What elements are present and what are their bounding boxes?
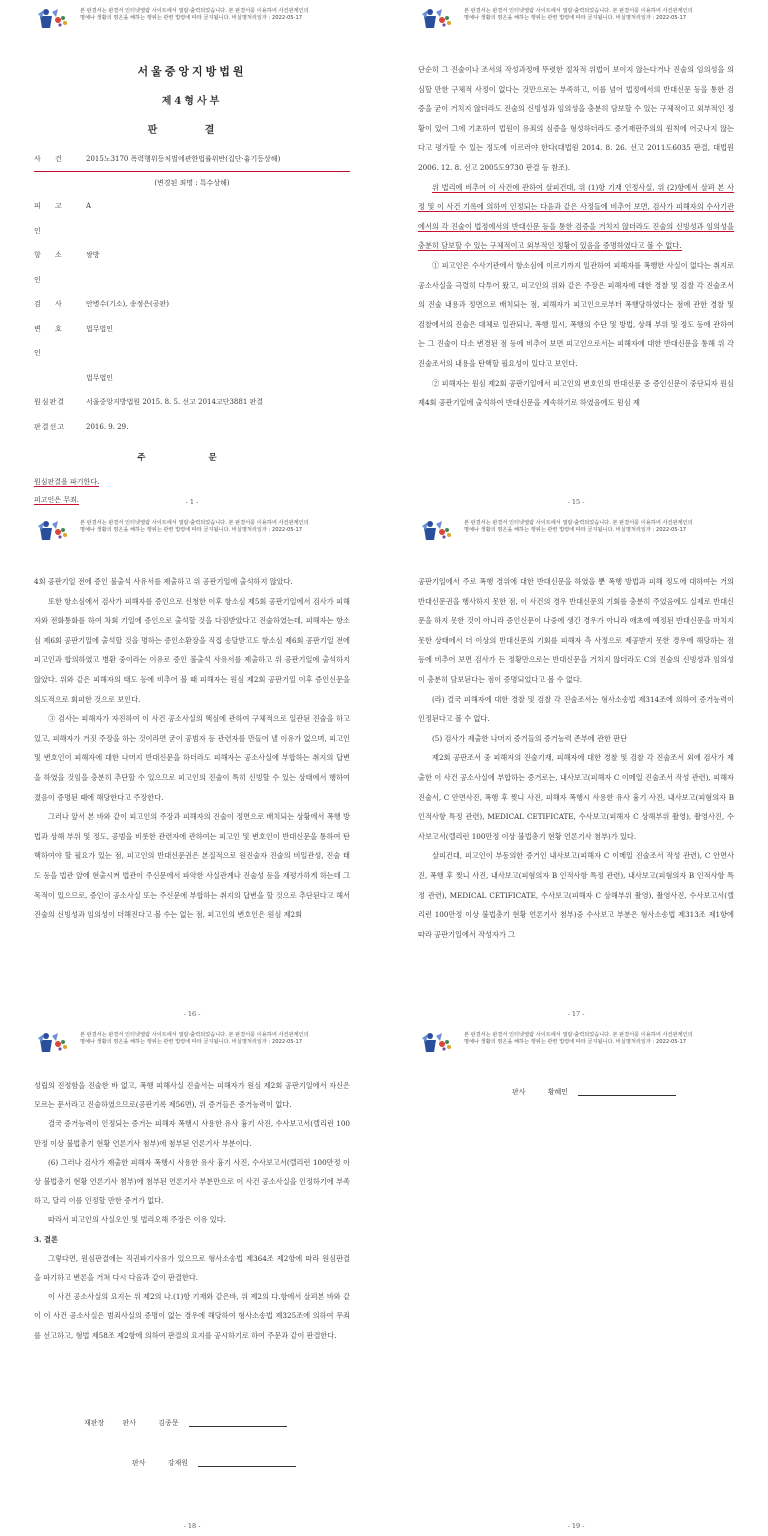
page-number: - 19 - xyxy=(567,1522,585,1530)
page-number: - 1 - xyxy=(185,498,199,506)
page-body xyxy=(34,62,350,564)
prosecutor-row: 검 사 안병수(기소), 송정은(공판) xyxy=(34,300,169,309)
case-row: 사 건 2015노3170 폭력행위등처벌에관한법률위반(집단·흉기등상해) xyxy=(34,147,350,173)
paragraph: 이 사건 공소사실의 요지는 위 제2의 나.(1)항 기재와 같은바, 위 제2의 다.항에서 살펴본 바와 같이 이 사건 공소사실은 범죄사실의 증명이 없는 경우에 해당하여 형사소송법 제325조에 의하여 무죄를 선고하고, 형법 제58조 제2항에 의하여 판결의 요지를 공시하기로 하여 주문과 같이 판결한다. xyxy=(34,1292,350,1340)
paragraph: 살피건대, 피고인이 부동의한 증거인 내사보고(피해자 C 이메일 진술조서 작성 관련), C 안면사진, 폭행 후 찢니 사진, 내사보고(피혐의자 B 인적사항 특정 관련), 내사보고(피혐의자 B 인적사항 특정 관련), MEDICAL CETIFICATE, 수사보고(피해자 C 상해부위 촬영), 촬영사진, 수사보고서(렐리런 100만정 이상 불법총기 현황 언론기사 첨부)중 수사보고 부분은 형사소송법 제313조 제1항에 따라 공판기일에서 작성자가 그 xyxy=(418,851,734,939)
page-15 xyxy=(384,0,768,512)
defendant-row: 피 고 인 A xyxy=(34,202,92,235)
appellant-row: 항 소 인 쌍방 xyxy=(34,251,100,284)
court-logo-icon xyxy=(420,1030,454,1054)
page-body xyxy=(418,60,734,413)
order-line-1: 원심판결을 파기한다. xyxy=(34,477,100,486)
paragraph: 그러나 앞서 본 바와 같이 피고인의 주장과 피해자의 진술이 정면으로 배치되는 상황에서 폭행 방법과 상해 부위 및 정도, 공범을 비롯한 관련자에 관하여는 피고인 및 변호인이 반대신문을 통하여 탄핵하여야 할 필요가 있는 점, 피고인의 반대신문권은 본질적으로 원진술자 진술의 비일관성, 진술 태도 등을 법관 앞에 현출시켜 법관이 주신문에서 파악한 사실관계나 진술성 등을 재평가하게 하는데 그 목적이 있으므로, 증인이 공소사실 또는 주신문에 부합하는 취지의 답변을 할 것으로 추단된다고 해서 진술의 신빙성과 임의성이 더해진다고 볼 수는 없는 점, 피고인의 변호인은 원심 제2회 xyxy=(34,812,350,920)
changed-charge: (변경된 죄명 : 특수상해) xyxy=(154,179,230,188)
page-17 xyxy=(384,512,768,1024)
signature-judge: 판사 황혜민 xyxy=(512,1087,676,1097)
header-notice: 본 판결서는 판결서 인터넷열람 사이트에서 열람·출력되었습니다. 본 판결서를 이용하여 사건관계인의 명예나 생활의 평온을 해하는 행위는 관련 법령에 따라 금지됩니다. 비실명처리일자 : 2022-05-17 xyxy=(80,1032,309,1045)
page-header xyxy=(36,518,366,542)
header-notice: 본 판결서는 판결서 인터넷열람 사이트에서 열람·출력되었습니다. 본 판결서를 이용하여 사건관계인의 명예나 생활의 평온을 해하는 행위는 관련 법령에 따라 금지됩니다. 비실명처리일자 : 2022-05-17 xyxy=(80,8,309,21)
signature-judge: 판사 강재원 xyxy=(132,1458,296,1468)
paragraph: 제2회 공판조서 중 피해자의 진술기재, 피해자에 대한 경찰 및 검찰 각 진술조서 외에 검사가 제출한 이 사건 공소사실에 부합하는 증거로는, 내사보고(피해자 C 이메일 진술조서 작성 관련), 피해자 진술서, C 안면사진, 폭행 후 찢니 사진, 피해자 폭행시 사용한 유사 흉기 사진, 내사보고(피혐의자 B 인적사항 특정 관련), MEDICAL CETIFICATE, 수사보고(피해자 C 상해부위 촬영), 촬영사진, 수사보고서(렐리런 100만정 이상 불법총기 현황 언론기사 첨부)가 있다. xyxy=(418,753,734,841)
paragraph: 또한 항소심에서 검사가 피해자를 증인으로 신청한 이후 항소심 제5회 공판기일에서 검사가 피해자와 전화통화를 하여 차회 기일에 증인으로 출석할 것을 다짐받았다고 진술하였는데, 피해자는 항소심 제6회 공판기일에 출석할 것을 명하는 증인소환장을 직접 송달받고도 항소심 제6회 공판기일 전에 피고인과 합의하였고 병환 중이라는 이유로 증인 불출석 사유서를 제출하고 위 공판기일에 출석하지 않았다. 위와 같은 피해자의 태도 등에 비추어 볼 때 피해자는 원심 제2회 공판기일 이후 증인신문을 의도적으로 회피한 것으로 보인다. xyxy=(34,596,350,704)
court-logo-icon xyxy=(36,6,70,30)
court-logo-icon xyxy=(36,1030,70,1054)
paragraph: 성립의 진정함을 진술한 바 없고, 폭행 피해사실 진술서는 피해자가 원심 제2회 공판기일에서 자신은 모르는 문서라고 진술하였으므로(공판기록 제56면), 위 증거들은 증거능력이 없다. xyxy=(34,1081,350,1110)
court-logo-icon xyxy=(420,6,454,30)
page-header xyxy=(420,518,750,542)
page-number: - 17 - xyxy=(567,1010,585,1018)
header-notice: 본 판결서는 판결서 인터넷열람 사이트에서 열람·출력되었습니다. 본 판결서를 이용하여 사건관계인의 명예나 생활의 평온을 해하는 행위는 관련 법령에 따라 금지됩니다. 비실명처리일자 : 2022-05-17 xyxy=(464,8,693,21)
page-number: - 18 - xyxy=(183,1522,201,1530)
paragraph: ③ 검사는 피해자가 자진하여 이 사건 공소사실의 핵심에 관하여 구체적으로 일관된 진술을 하고 있고, 피해자가 거짓 주장을 하는 것이라면 굳이 공범자 등 관련자를 만들어 낼 이유가 없으며, 피고인 및 변호인이 피해자에 대한 나머지 반대신문을 하더라도 피해자는 공소사실에 부합하는 취지의 답변을 하였을 것임을 충분히 추단할 수 있으므로 피고인의 진술이 특히 신빙할 수 있는 상태에서 행하여졌음이 증명된 때에 해당한다고 주장한다. xyxy=(34,714,350,802)
court-department: 제4형사부 xyxy=(161,95,223,107)
document-title: 판 결 xyxy=(147,125,237,137)
header-notice: 본 판결서는 판결서 인터넷열람 사이트에서 열람·출력되었습니다. 본 판결서를 이용하여 사건관계인의 명예나 생활의 평온을 해하는 행위는 관련 법령에 따라 금지됩니다. 비실명처리일자 : 2022-05-17 xyxy=(464,1032,693,1045)
case-info xyxy=(34,147,350,440)
paragraph: ① 피고인은 수사기관에서 항소심에 이르기까지 일관하여 피해자를 폭행한 사실이 없다는 취지로 공소사실을 극렬히 다투어 왔고, 피고인의 위와 같은 주장은 피해자에 대한 경찰 및 검찰 각 진술조서의 진술 내용과 정면으로 배치되는 점, 피해자가 피고인으로부터 폭행당하였다는 점에 관한 경찰 및 검찰에서의 진술은 대체로 일관되나, 폭행 일시, 폭행의 수단 및 방법, 상해 부위 및 정도 등에 관하여는 그 진술이 다소 변경된 점 등에 비추어 보면 피고인으로서는 피해자에 대한 반대신문을 통해 위 각 진술조서의 내용을 탄핵할 필요성이 있다고 보인다. xyxy=(418,260,734,368)
conclusion-heading: 3. 결론 xyxy=(34,1234,58,1244)
page-body xyxy=(34,572,350,925)
page-header xyxy=(36,6,366,30)
paragraph: ② 피해자는 원심 제2회 공판기일에서 피고인의 변호인의 반대신문 중 증인신문이 중단되자 원심 제4회 공판기일에 출석하여 반대신문을 계속하기로 하였음에도 원심 제 xyxy=(418,378,734,408)
signature-presiding-judge: 재판장 판사 김종문 xyxy=(84,1418,287,1428)
counsel-row-2: 법무법인 xyxy=(86,373,114,382)
signature-line xyxy=(578,1088,676,1096)
paragraph: 따라서 피고인의 사실오인 및 법리오해 주장은 이유 있다. xyxy=(48,1215,226,1225)
page-header xyxy=(36,1030,366,1054)
order-line-2: 피고인은 무죄. xyxy=(34,495,80,504)
page-header xyxy=(420,1030,750,1054)
paragraph: 결국 증거능력이 인정되는 증거는 피해자 폭행시 사용한 유사 흉기 사진, 수사보고서(렐리런 100만정 이상 불법총기 현황 언론기사 첨부)에 첨부된 언론기사 부분이다. xyxy=(34,1119,350,1148)
paragraph: (라) 결국 피해자에 대한 경찰 및 검찰 각 진술조서는 형사소송법 제314조에 의하여 증거능력이 인정된다고 볼 수 없다. xyxy=(418,694,734,724)
order-heading: 주 문 xyxy=(137,453,247,464)
counsel-row: 변 호 인 법무법인 xyxy=(34,324,114,358)
page-1 xyxy=(0,0,384,512)
page-number: - 15 - xyxy=(567,498,585,506)
paragraph: 4회 공판기일 전에 증인 불출석 사유서를 제출하고 위 공판기일에 출석하지 않았다. xyxy=(34,577,293,586)
original-judgment-row: 원심판결 서울중앙지방법원 2015. 8. 5. 선고 2014고단3881 판결 xyxy=(34,398,264,407)
header-notice: 본 판결서는 판결서 인터넷열람 사이트에서 열람·출력되었습니다. 본 판결서를 이용하여 사건관계인의 명예나 생활의 평온을 해하는 행위는 관련 법령에 따라 금지됩니다. 비실명처리일자 : 2022-05-17 xyxy=(80,520,309,533)
page-header xyxy=(420,6,750,30)
page-body xyxy=(418,572,734,944)
highlighted-paragraph: 위 법리에 비추어 이 사건에 관하여 살피건대, 위 (1)항 기재 인정사실, 위 (2)항에서 살펴 본 사정 및 이 사건 기록에 의하여 인정되는 다음과 같은 사정들에 비추어 보면, 검사가 피해자의 수사기관에서의 각 진술이 법정에서의 반대신문 등을 통한 검증을 거치지 않더라도 진술의 신빙성과 임의성을 충분히 담보할 수 있는 구체적이고 외부적인 정황이 있음을 증명하였다고 볼 수 없다. xyxy=(418,182,734,251)
paragraph: 공판기일에서 주로 폭행 경위에 대한 반대신문을 하였을 뿐 폭행 방법과 피해 정도에 대하여는 거의 반대신문권을 행사하지 못한 점, 이 사건의 경우 반대신문의 기회를 충분히 주었음에도 실제로 반대신문을 하지 못한 것이 아니라 증인신문이 나중에 생긴 경우가 아니라 애초에 예정된 반대신문을 마치지 못한 상태에서 더 이상의 반대신문의 기회를 피해자 측 사정으로 제공받지 못한 경우에 해당하는 점 등에 비추어 보면 검사가 든 정황만으로는 반대신문을 거치지 않더라도 C의 진술의 신빙성과 임의성이 충분히 담보된다는 점이 증명되었다고 볼 수 없다. xyxy=(418,577,734,684)
subheading: (5) 검사가 제출한 나머지 증거들의 증거능력 존부에 관한 판단 xyxy=(432,733,628,743)
court-logo-icon xyxy=(36,518,70,542)
page-18 xyxy=(0,1024,384,1536)
paragraph: 단순히 그 진술이나 조서의 작성과정에 뚜렷한 절차적 위법이 보이지 않는다거나 진술의 임의성을 의심할 만한 구체적 사정이 없다는 것만으로는 부족하고, 이를 넘어 법정에서의 반대신문 등을 통한 검증을 굳이 거치지 않더라도 진술의 신빙성과 임의성을 충분히 담보할 수 있는 구체적이고 외부적인 정황이 있어 그에 기초하여 법원이 유죄의 심증을 형성하더라도 증거재판주의의 원칙에 어긋나지 않는다고 평가할 수 있는 정도에 이르러야 한다(대법원 2014. 8. 26. 선고 2011도6035 판결, 대법원 2006. 12. 8. 선고 2005도9730 판결 등 참조). xyxy=(418,65,734,172)
sentencing-date-row: 판결선고 2016. 9. 29. xyxy=(34,422,129,431)
court-name: 서울중앙지방법원 xyxy=(137,65,247,78)
signature-line xyxy=(189,1419,287,1427)
page-19 xyxy=(384,1024,768,1536)
signature-line xyxy=(198,1459,296,1467)
page-16 xyxy=(0,512,384,1024)
paragraph: 그렇다면, 원심판결에는 직권파기사유가 있으므로 형사소송법 제364조 제2항에 따라 원심판결을 파기하고 변론을 거쳐 다시 다음과 같이 판결한다. xyxy=(34,1253,350,1283)
page-number: - 16 - xyxy=(183,1010,201,1018)
court-logo-icon xyxy=(420,518,454,542)
paragraph: (6) 그러나 검사가 제출한 피해자 폭행시 사용한 유사 흉기 사진, 수사보고서(렐리런 100만정 이상 불법총기 현황 언론기사 첨부)에 첨부된 언론기사 부분만으로 이 사건 공소사실을 인정하기에 부족하고, 달리 이를 인정할 만한 증거가 없다. xyxy=(34,1157,350,1206)
page-body xyxy=(34,1076,350,1345)
header-notice: 본 판결서는 판결서 인터넷열람 사이트에서 열람·출력되었습니다. 본 판결서를 이용하여 사건관계인의 명예나 생활의 평온을 해하는 행위는 관련 법령에 따라 금지됩니다. 비실명처리일자 : 2022-05-17 xyxy=(464,520,693,533)
